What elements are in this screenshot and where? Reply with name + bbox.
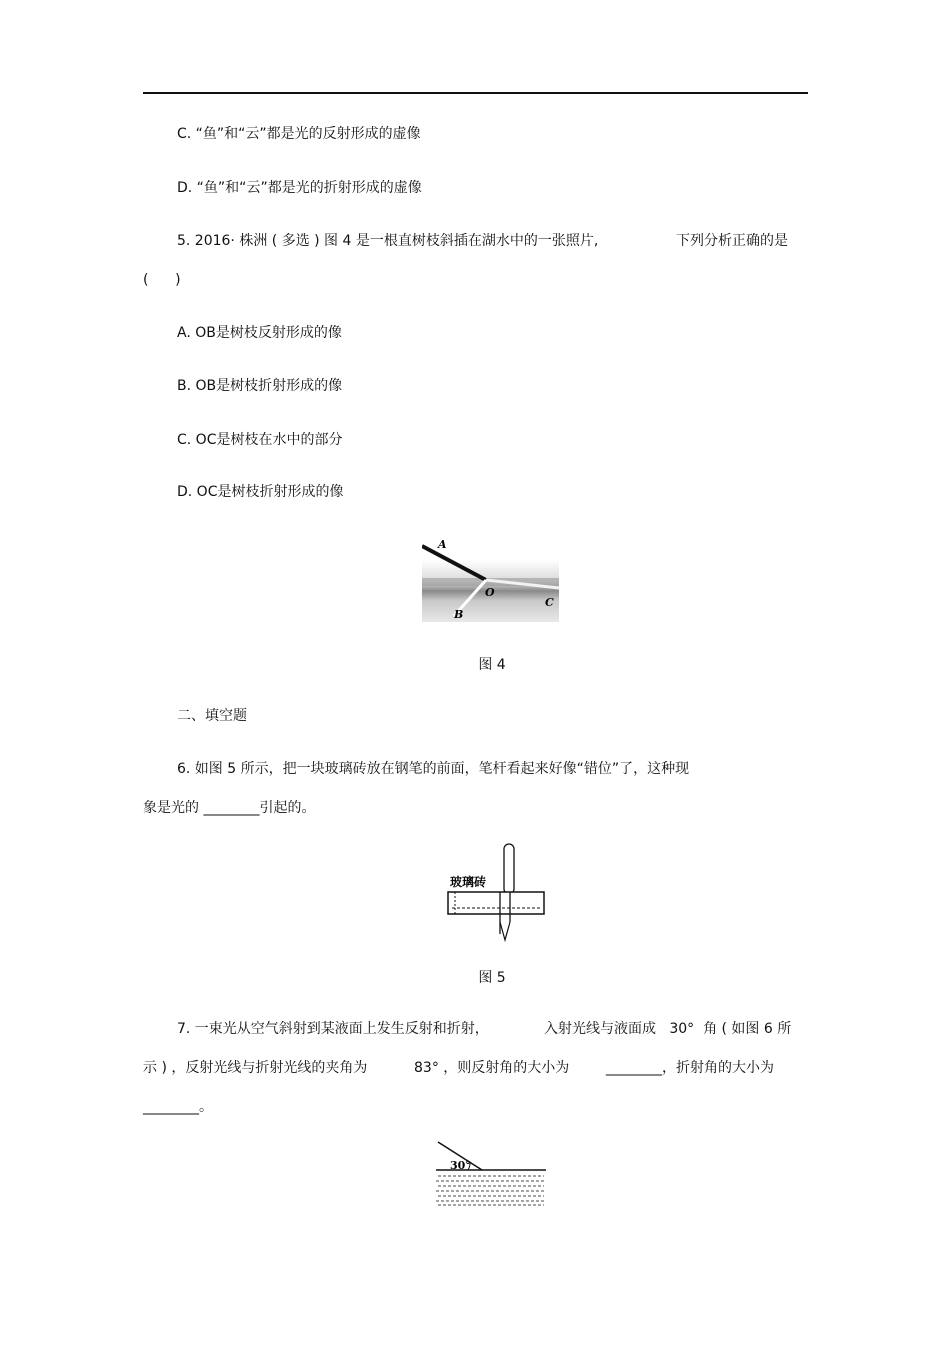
figure-4-branch-photo <box>422 538 559 622</box>
q7-line-1-end: 入射光线与液面成 30° 角 ( 如图 6 所 <box>544 1021 792 1037</box>
q5-option-b: B. OB是树枝折射形成的像 <box>177 378 343 394</box>
figure-4-caption: 图 4 <box>478 657 506 673</box>
q6-line-2: 象是光的 ________引起的。 <box>143 800 316 816</box>
q7-line-2: 示 ) ，反射光线与折射光线的夹角为 <box>143 1060 368 1076</box>
figure-5-caption: 图 5 <box>478 970 506 986</box>
figure-6-liquid-surface <box>434 1138 548 1208</box>
q6-line-1: 6. 如图 5 所示，把一块玻璃砖放在钢笔的前面，笔杆看起来好像“错位”了，这种现 <box>177 761 690 777</box>
q7-line-2-end: ________，折射角的大小为 <box>606 1060 774 1076</box>
pen-upper <box>504 844 514 894</box>
section-title: 二、填空题 <box>177 708 247 724</box>
label-b: B <box>454 608 464 621</box>
liquid-hatching <box>436 1176 544 1205</box>
figure-5-glass-brick <box>446 842 550 942</box>
q5-stem: 5. 2016· 株洲 ( 多选 ) 图 4 是一根直树枝斜插在湖水中的一张照片, <box>177 233 599 249</box>
q7-line-2-mid: 83° ，则反射角的大小为 <box>414 1060 570 1076</box>
angle-label: 30° <box>450 1159 471 1172</box>
q4-option-c: C. “鱼”和“云”都是光的反射形成的虚像 <box>177 126 421 142</box>
label-a: A <box>438 538 447 551</box>
q7-line-3: ________。 <box>143 1099 213 1115</box>
q5-stem-end: 下列分析正确的是 <box>676 233 788 249</box>
q7-line-1: 7. 一束光从空气斜射到某液面上发生反射和折射， <box>177 1021 489 1037</box>
glass-brick-label: 玻璃砖 <box>450 875 487 889</box>
pen-nib <box>500 922 510 940</box>
q5-option-c: C. OC是树枝在水中的部分 <box>177 432 343 448</box>
q4-option-d: D. “鱼”和“云”都是光的折射形成的虚像 <box>177 180 422 196</box>
header-rule <box>143 92 808 94</box>
q5-answer-bracket: ( ) <box>143 272 181 288</box>
q5-option-a: A. OB是树枝反射形成的像 <box>177 325 342 341</box>
glass-brick <box>448 892 544 914</box>
label-c: C <box>545 596 554 609</box>
label-o: O <box>485 586 495 599</box>
q5-option-d: D. OC是树枝折射形成的像 <box>177 484 344 500</box>
